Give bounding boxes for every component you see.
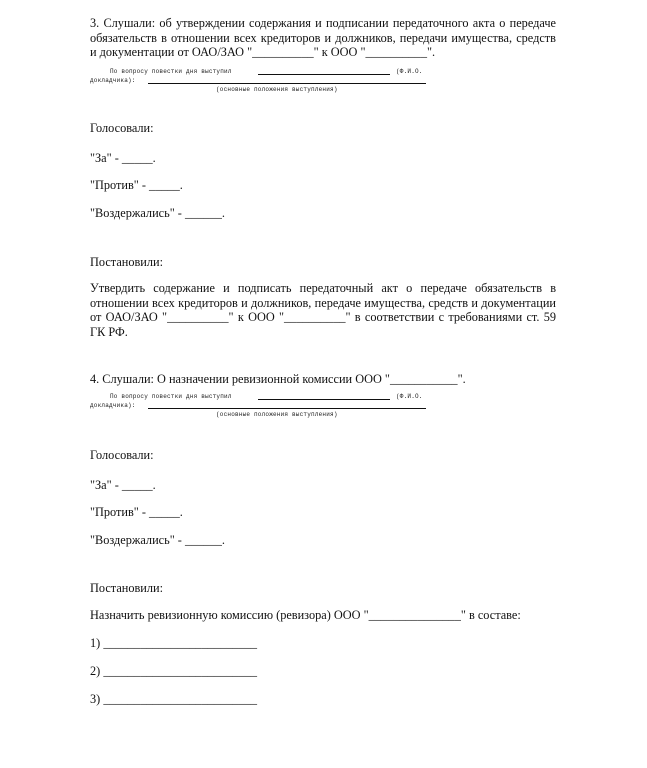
decision-1-text: Утвердить содержание и подписать передаточный акт о передаче обязательств в отношении всех кредиторов и должников, передаче имущества, средств и документации от ОАО/ЗАО "__________" к ООО "__________" в соответствии с требованиями ст. 59 ГК РФ. [90,281,556,339]
item-3-speaker-label: По вопросу повестки дня выступил [110,68,232,75]
decision-1-heading: Постановили: [90,255,164,269]
item-4-speaker-label: По вопросу повестки дня выступил [110,393,232,400]
item-4-text: 4. Слушали: О назначении ревизионной комиссии ООО "___________". [90,372,466,386]
vote-2-vozderzhalis: "Воздержались" - ______. [90,533,225,547]
item-4-speaker-caption: (основные положения выступления) [216,411,338,418]
item-4-speech-line [148,408,426,409]
item-4-speaker-label-2: докладчика): [90,402,136,409]
vote-2-za: "За" - _____. [90,478,156,492]
vote-2-heading: Голосовали: [90,448,154,462]
item-3-text: 3. Слушали: об утверждении содержания и подписании передаточного акта о передаче обязательств в отношении всех кредиторов и должников, передачи имущества, средств и документации от ОАО/ЗАО "__________" к ООО "__________". [90,16,556,59]
vote-1-heading: Голосовали: [90,121,154,135]
vote-1-vozderzhalis: "Воздержались" - ______. [90,206,225,220]
item-3-speaker-caption: (основные положения выступления) [216,86,338,93]
item-4-speaker-fio: (Ф.И.О. [396,393,423,400]
commission-member-3: 3) _________________________ [90,692,258,706]
vote-2-protiv: "Против" - _____. [90,505,183,519]
item-3-speaker-fio: (Ф.И.О. [396,68,423,75]
commission-member-1: 1) _________________________ [90,636,258,650]
commission-member-2: 2) _________________________ [90,664,258,678]
decision-2-text: Назначить ревизионную комиссию (ревизора) ООО "_______________" в составе: [90,608,521,622]
vote-1-protiv: "Против" - _____. [90,178,183,192]
vote-1-za: "За" - _____. [90,151,156,165]
decision-2-heading: Постановили: [90,581,164,595]
item-3-speech-line [148,83,426,84]
item-3-speaker-name-line [258,74,390,75]
item-3-speaker-label-2: докладчика): [90,77,136,84]
item-4-speaker-name-line [258,399,390,400]
